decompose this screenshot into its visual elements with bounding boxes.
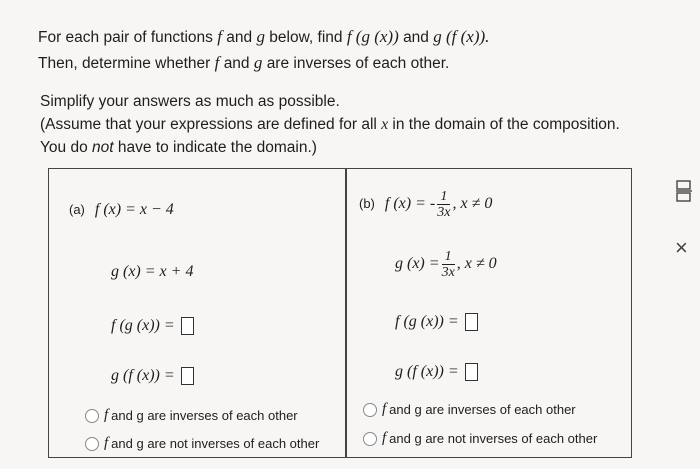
part-b-g-of-f-input[interactable]: [465, 363, 478, 381]
intro-whether: Then, determine whether: [38, 55, 211, 72]
part-a-f-of-g-input[interactable]: [181, 317, 194, 335]
var-g: g: [256, 27, 265, 46]
intro-and-2: and: [403, 29, 429, 46]
part-b-label: (b): [359, 196, 375, 212]
answer-table: [48, 168, 632, 458]
part-b-g-of-f-row: [395, 363, 478, 381]
close-icon[interactable]: ×: [675, 235, 688, 260]
instruction-simplify: Simplify your answers as much as possible.: [40, 93, 340, 110]
part-a-label: (a): [69, 202, 85, 217]
numerator: 1: [442, 249, 455, 265]
radio-button[interactable]: [85, 437, 99, 451]
var-f: f: [382, 401, 387, 417]
g-of-f-label: g (f (x)) =: [111, 367, 175, 384]
expr-g-of-f: g (f (x)).: [433, 27, 490, 46]
var-f: f: [104, 435, 109, 451]
part-a-option-inverse[interactable]: [85, 407, 298, 424]
intro-line-2: [38, 50, 489, 76]
part-a-f-of-g-row: [111, 317, 194, 335]
intro-inverses: are inverses of each other.: [266, 55, 450, 72]
option-text: and g are inverses of each other: [111, 408, 298, 423]
var-f: f: [104, 407, 109, 423]
instruction-text: in the domain of the composition.: [392, 116, 620, 133]
var-f: f: [214, 53, 220, 72]
intro-line-1: [38, 24, 489, 50]
var-f: f: [382, 430, 387, 446]
option-text: and g are not inverses of each other: [389, 431, 598, 446]
part-a-f-definition: [69, 201, 174, 219]
f-fraction: [437, 189, 450, 220]
part-a-g-of-f-row: [111, 367, 194, 385]
var-g: g: [253, 53, 263, 72]
instruction-text: have to indicate the domain.): [117, 139, 317, 156]
instruction-text: (Assume that your expressions are defined for all: [40, 116, 377, 133]
intro-and: and: [226, 29, 253, 46]
f-of-g-label: f (g (x)) =: [111, 317, 175, 334]
part-a-g-definition: [111, 263, 193, 281]
problem-intro: [38, 24, 489, 76]
instruction-text: You do: [40, 139, 88, 156]
part-b-f-of-g-row: [395, 313, 478, 331]
intro-text: For each pair of functions: [38, 29, 213, 46]
denominator: 3x: [441, 265, 455, 280]
denominator: 3x: [437, 205, 451, 220]
part-a-option-not-inverse[interactable]: [85, 435, 319, 452]
instructions: [40, 90, 620, 159]
g-fraction: [442, 249, 455, 280]
expr-f-of-g: f (g (x)): [346, 27, 399, 46]
part-b-g-definition: [395, 249, 497, 280]
radio-button[interactable]: [85, 409, 99, 423]
f-condition: , x ≠ 0: [452, 195, 493, 213]
var-x: x: [381, 116, 389, 133]
f-def-lhs: f (x) = -: [384, 195, 436, 213]
part-a-g-of-f-input[interactable]: [181, 367, 194, 385]
fraction-tool-icon[interactable]: [675, 180, 693, 202]
radio-button[interactable]: [363, 432, 377, 446]
var-f: f: [217, 27, 222, 46]
g-def-lhs: g (x) =: [395, 255, 440, 273]
intro-find: below, find: [269, 29, 343, 46]
g-condition: , x ≠ 0: [456, 255, 497, 273]
table-divider: [345, 169, 347, 457]
part-b-option-inverse[interactable]: [363, 401, 576, 418]
f-def-text: f (x) = x − 4: [94, 201, 174, 218]
intro-and: and: [223, 55, 250, 72]
option-text: and g are not inverses of each other: [111, 436, 320, 451]
g-of-f-label: g (f (x)) =: [395, 363, 459, 380]
instruction-assume: [40, 113, 620, 136]
instruction-not: not: [92, 139, 114, 156]
part-b-option-not-inverse[interactable]: [363, 430, 597, 447]
radio-button[interactable]: [363, 403, 377, 417]
numerator: 1: [437, 189, 450, 205]
option-text: and g are inverses of each other: [389, 402, 576, 417]
part-b-f-definition: [359, 189, 492, 220]
part-b-f-of-g-input[interactable]: [465, 313, 478, 331]
instruction-domain: [40, 136, 620, 159]
g-def-text: g (x) = x + 4: [111, 263, 194, 280]
f-of-g-label: f (g (x)) =: [395, 313, 459, 330]
